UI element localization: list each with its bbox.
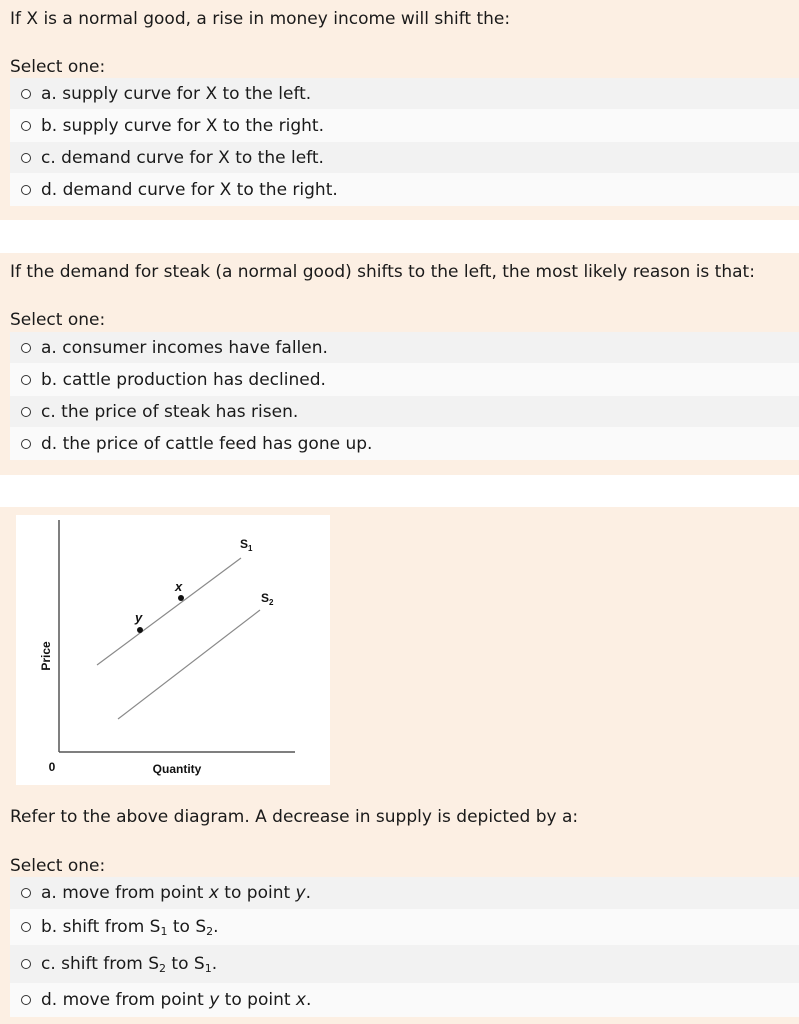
question-2 — [0, 253, 799, 475]
question-2-text: If the demand for steak (a normal good) shifts to the left, the most likely reason is that: — [10, 262, 755, 282]
answer-label: b. supply curve for X to the right. — [41, 115, 324, 136]
answer-list — [10, 877, 799, 1017]
answer-option-d[interactable] — [10, 173, 799, 206]
answer-label: a. move from point x to point y. — [41, 883, 312, 903]
question-3-text: Refer to the above diagram. A decrease in supply is depicted by a: — [10, 807, 579, 827]
answer-option-a[interactable] — [10, 877, 799, 909]
supply-curve-s2 — [118, 610, 260, 719]
select-one-label: Select one: — [10, 856, 106, 876]
answer-option-c[interactable] — [10, 396, 799, 427]
radio-button[interactable] — [21, 888, 31, 898]
answer-label: d. move from point y to point x. — [41, 990, 312, 1010]
radio-button[interactable] — [21, 922, 31, 932]
radio-button[interactable] — [21, 121, 31, 131]
answer-list — [10, 332, 799, 460]
x-axis-label: Quantity — [152, 762, 202, 776]
answer-label: d. demand curve for X to the right. — [41, 179, 338, 200]
select-one-label: Select one: — [10, 57, 106, 77]
y-axis-label: Price — [39, 641, 53, 671]
radio-button[interactable] — [21, 153, 31, 163]
answer-list — [10, 78, 799, 206]
radio-button[interactable] — [21, 343, 31, 353]
radio-button[interactable] — [21, 185, 31, 195]
point-x-label: x — [175, 579, 183, 594]
answer-label: b. shift from $S_1$ to $S_2$. — [41, 916, 219, 938]
answer-label: c. demand curve for X to the left. — [41, 147, 324, 168]
answer-option-c[interactable] — [10, 142, 799, 173]
answer-option-d[interactable] — [10, 427, 799, 460]
radio-button[interactable] — [21, 995, 31, 1005]
question-1-text: If X is a normal good, a rise in money income will shift the: — [10, 9, 511, 29]
radio-button[interactable] — [21, 407, 31, 417]
point-y — [137, 627, 143, 633]
s2-label: $S_2$ — [261, 591, 274, 607]
answer-option-d[interactable] — [10, 983, 799, 1017]
origin-label: 0 — [48, 760, 56, 774]
point-y-label: y — [135, 610, 143, 625]
radio-button[interactable] — [21, 89, 31, 99]
supply-diagram — [16, 515, 330, 785]
answer-option-b[interactable] — [10, 363, 799, 396]
s1-label: $S_1$ — [240, 537, 253, 553]
answer-label: a. supply curve for X to the left. — [41, 83, 312, 104]
supply-curve-s1 — [97, 558, 241, 665]
point-x — [178, 595, 184, 601]
answer-label: c. the price of steak has risen. — [41, 401, 299, 422]
radio-button[interactable] — [21, 959, 31, 969]
radio-button[interactable] — [21, 375, 31, 385]
supply-chart — [16, 515, 330, 785]
answer-option-a[interactable] — [10, 332, 799, 363]
answer-label: b. cattle production has declined. — [41, 369, 326, 390]
answer-label: a. consumer incomes have fallen. — [41, 337, 328, 358]
answer-label: d. the price of cattle feed has gone up. — [41, 433, 373, 454]
radio-button[interactable] — [21, 439, 31, 449]
answer-option-c[interactable] — [10, 945, 799, 983]
answer-option-b[interactable] — [10, 109, 799, 142]
question-1 — [0, 0, 799, 220]
select-one-label: Select one: — [10, 310, 106, 330]
answer-option-a[interactable] — [10, 78, 799, 109]
answer-option-b[interactable] — [10, 909, 799, 945]
answer-label: c. shift from $S_2$ to $S_1$. — [41, 953, 218, 975]
